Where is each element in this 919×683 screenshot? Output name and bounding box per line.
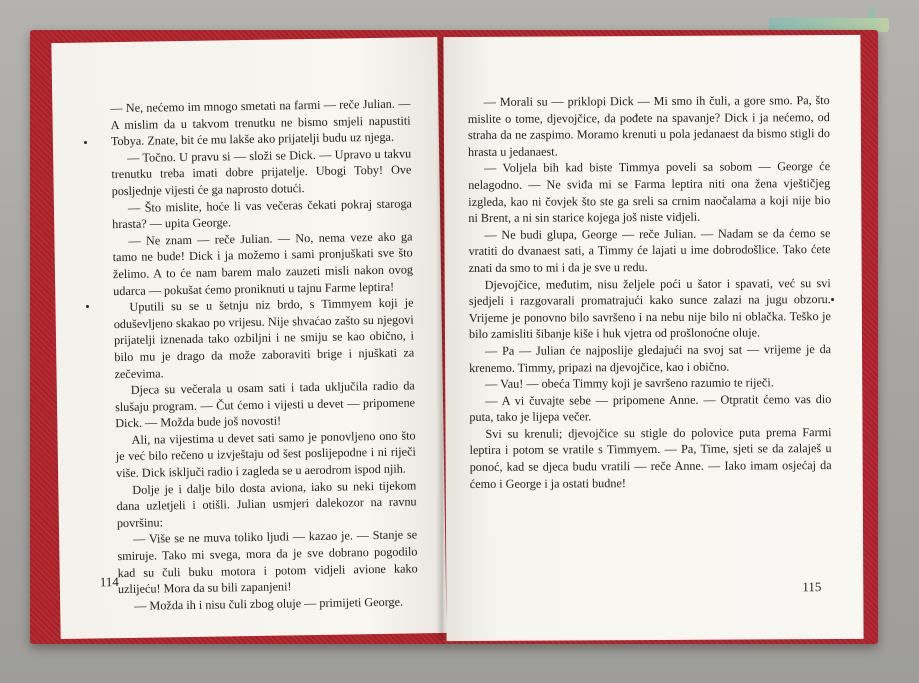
left-page <box>51 37 446 639</box>
paragraph: — Morali su — priklopi Dick — Mi smo ih čuli, a gore smo. Pa, što mislite o tome, djevojčice, da pođete na spavanje? Dick i ja nećemo, od straha da ne zaspimo. Moramo krenuti u pola jedanaest da bismo stigli do hrasta u jedanaest. <box>467 93 830 159</box>
ink-speck <box>84 141 87 144</box>
paragraph: — Vau! — obeća Timmy koji je savršeno razumio te riječi. <box>485 375 774 391</box>
paragraph: — A vi čuvajte sebe — pripomene Anne. — Otpratit ćemo vas dio puta, tako je lijepa večer. <box>469 391 832 425</box>
left-page-text <box>110 95 418 614</box>
right-page-text <box>468 92 832 492</box>
paragraph: Svi su krenuli; djevojčice su stigle do polovice puta prema Farmi leptira i potom se vratile s Timmyem. — Pa, Time, sjeti se da zalaješ u ponoć, kad se djeca budu vratili — reče Anne. — Iako imam osjećaj da ćemo i George i ja ostati budne! <box>469 424 832 491</box>
ink-speck <box>831 298 834 301</box>
paragraph: Uputili su se u šetnju niz brdo, s Timmyem koji je oduševljeno skakao po vrijesu. Nije shvaćao zašto su njegovi prijatelji iznenada tako ozbiljni i ne smiju se kao obično, i bilo mu je drago da može zaboraviti brige i njuškati za zečevima. <box>113 295 415 381</box>
paragraph: — Voljela bih kad biste Timmya poveli sa sobom — George će nelagodno. — Ne sviđa mi se Farma leptira niti ona žena vještičjeg izgleda, kao ni čovjek što ste ga sreli sa crnim naočalama a koji nije bio ni Brent, a ni sin starice kojega još niste vidjeli. <box>468 159 831 226</box>
paragraph: — Pa — Julian će najposlije gledajući na svoj sat — vrijeme je da krenemo. Timmy, pripazi na djevojčice, kao i obično. <box>469 341 832 375</box>
paragraph: — Što mislite, hoće li vas večeras čekati pokraj staroga hrasta? — upita George. <box>112 195 413 232</box>
right-page <box>443 35 863 641</box>
paragraph: — Točno. U pravu si — složi se Dick. — Upravo u takvu trenutku treba imati dobre prijatelje. Ubogi Toby! Ove posljednje vijesti će ga naprosto dotući. <box>111 146 412 199</box>
page-number-right: 115 <box>802 579 822 595</box>
paragraph: Djevojčice, međutim, nisu željele poći u šator i spavati, već su svi sjedjeli i razgovarali promatrajući kako sunce zalazi na jugu obzoru. Vrijeme je ponovno bilo savršeno i na nebu nije bilo ni oblačka. Teško je bilo zamisliti šibanje kiše i huk vjetra od prošlonoćne oluje. <box>468 275 831 342</box>
paragraph: — Ne, nećemo im mnogo smetati na farmi — reče Julian. — A mislim da u takvom trenutku ne bismo smjeli napustiti Tobya. Znate, bit će mu lakše ako prijatelji budu uz njega. <box>110 96 411 149</box>
paragraph: Dolje je i dalje bilo dosta aviona, iako su neki tijekom dana uzletjeli i otišli. Julian usmjeri dalekozor na ravnu površinu: <box>116 478 417 530</box>
paragraph: Ali, na vijestima u devet sati samo je ponovljeno ono što je već bilo rečeno u izvještaju od šest poslijepodne i ni riječi više. Dick isključi radio i zagleda se u aerodrom ispod njih. <box>115 428 416 481</box>
paragraph: Djeca su večerala u osam sati i tada uključila radio da slušaju program. — Čut ćemo i vijesti u devet — pripomene Dick. — Možda bude još novosti! <box>114 378 416 431</box>
page-number-left: 114 <box>99 574 119 590</box>
paragraph: — Možda ih i nisu čuli zbog oluje — primijeti George. <box>134 594 404 613</box>
ink-speck <box>86 305 89 308</box>
paragraph: — Ne budi glupa, George — reče Julian. — Nadam se da ćemo se vratiti do dvanaest sati, a Timmy će lajati u ime dobrodošlice. Tako ćete znati da smo to mi i da je sve u redu. <box>468 225 831 275</box>
paragraph: — Više se ne muva toliko ljudi — kazao je. — Stanje se smiruje. Tako mi svega, mora da je sve dobrano pogodilo kad su čuli buku motora i potom vidjeli avione kako uzlijeću! Mora da su bili zapanjeni! <box>117 527 418 597</box>
paragraph: — Ne znam — reče Julian. — No, nema veze ako ga tamo ne bude! Dick i ja možemo i sami pronjuškati sve što želimo. A to će nam barem malo zauzeti misli nakon ovog udarca — pokušat ćemo proniknuti u tajnu Farme leptira! <box>112 229 414 298</box>
